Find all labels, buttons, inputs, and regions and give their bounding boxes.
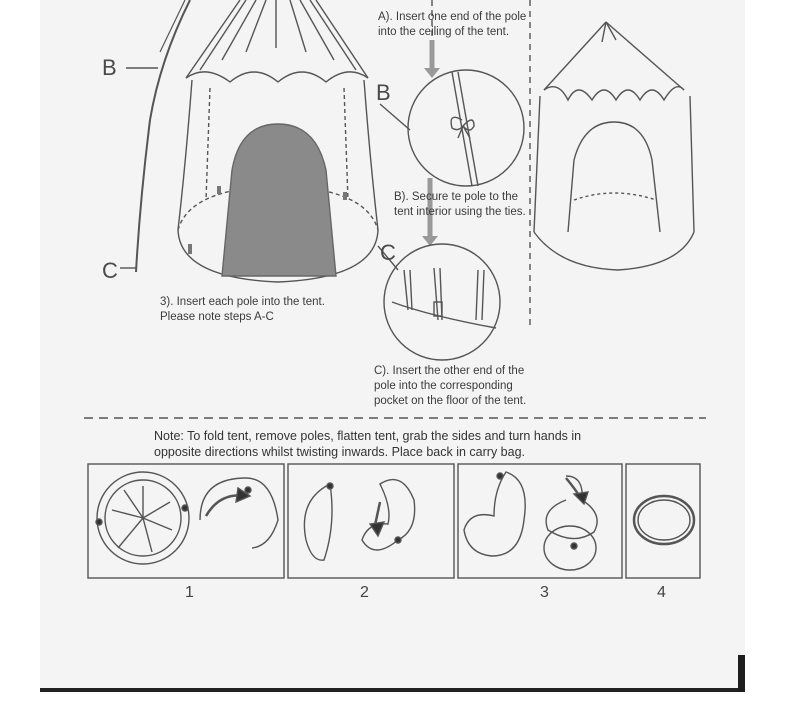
detail-circle-c: [378, 244, 500, 360]
fold-step-panels: [88, 464, 700, 578]
step-c-line-3: pocket on the floor of the tent.: [374, 395, 527, 407]
fold-step-number-2: 2: [360, 584, 369, 601]
fold-step-4-art: [634, 496, 694, 544]
step-b-line-1: B). Secure te pole to the: [394, 191, 519, 203]
step-c-text: [374, 364, 526, 409]
step-a-text: [378, 10, 526, 40]
label-b-detail: B: [376, 80, 391, 105]
step-a-line-2: into the ceiling of the tent.: [378, 26, 510, 38]
fold-step-1-art: [96, 472, 278, 564]
folding-note-line-2: opposite directions whilst twisting inwards. Place back in carry bag.: [154, 445, 526, 459]
step-3-line-1: 3). Insert each pole into the tent.: [160, 296, 325, 308]
step-b-line-2: tent interior using the ties.: [394, 206, 526, 218]
fold-step-2-art: [304, 480, 414, 561]
label-c-detail: C: [380, 240, 396, 265]
step-c-line-2: pole into the corresponding: [374, 380, 513, 392]
fold-step-3-art: [464, 472, 597, 570]
step-a-line-1: A). Insert one end of the pole: [378, 11, 527, 23]
step-c-line-1: C). Insert the other end of the: [374, 365, 525, 377]
step-b-text: [394, 190, 526, 220]
step-3-text: [160, 295, 325, 325]
label-b-pole: B: [102, 55, 117, 80]
detail-circle-b: [380, 70, 524, 186]
fold-step-number-1: 1: [185, 584, 194, 601]
label-c-pole: C: [102, 258, 118, 283]
folding-note: [154, 428, 581, 460]
tent-with-pole-diagram: [120, 0, 378, 282]
assembled-tent-diagram: [534, 22, 694, 270]
fold-step-number-3: 3: [540, 584, 549, 601]
fold-step-number-4: 4: [657, 584, 666, 601]
folding-note-line-1: Note: To fold tent, remove poles, flatten tent, grab the sides and turn hands in: [154, 429, 582, 443]
step-3-line-2: Please note steps A-C: [160, 311, 274, 323]
